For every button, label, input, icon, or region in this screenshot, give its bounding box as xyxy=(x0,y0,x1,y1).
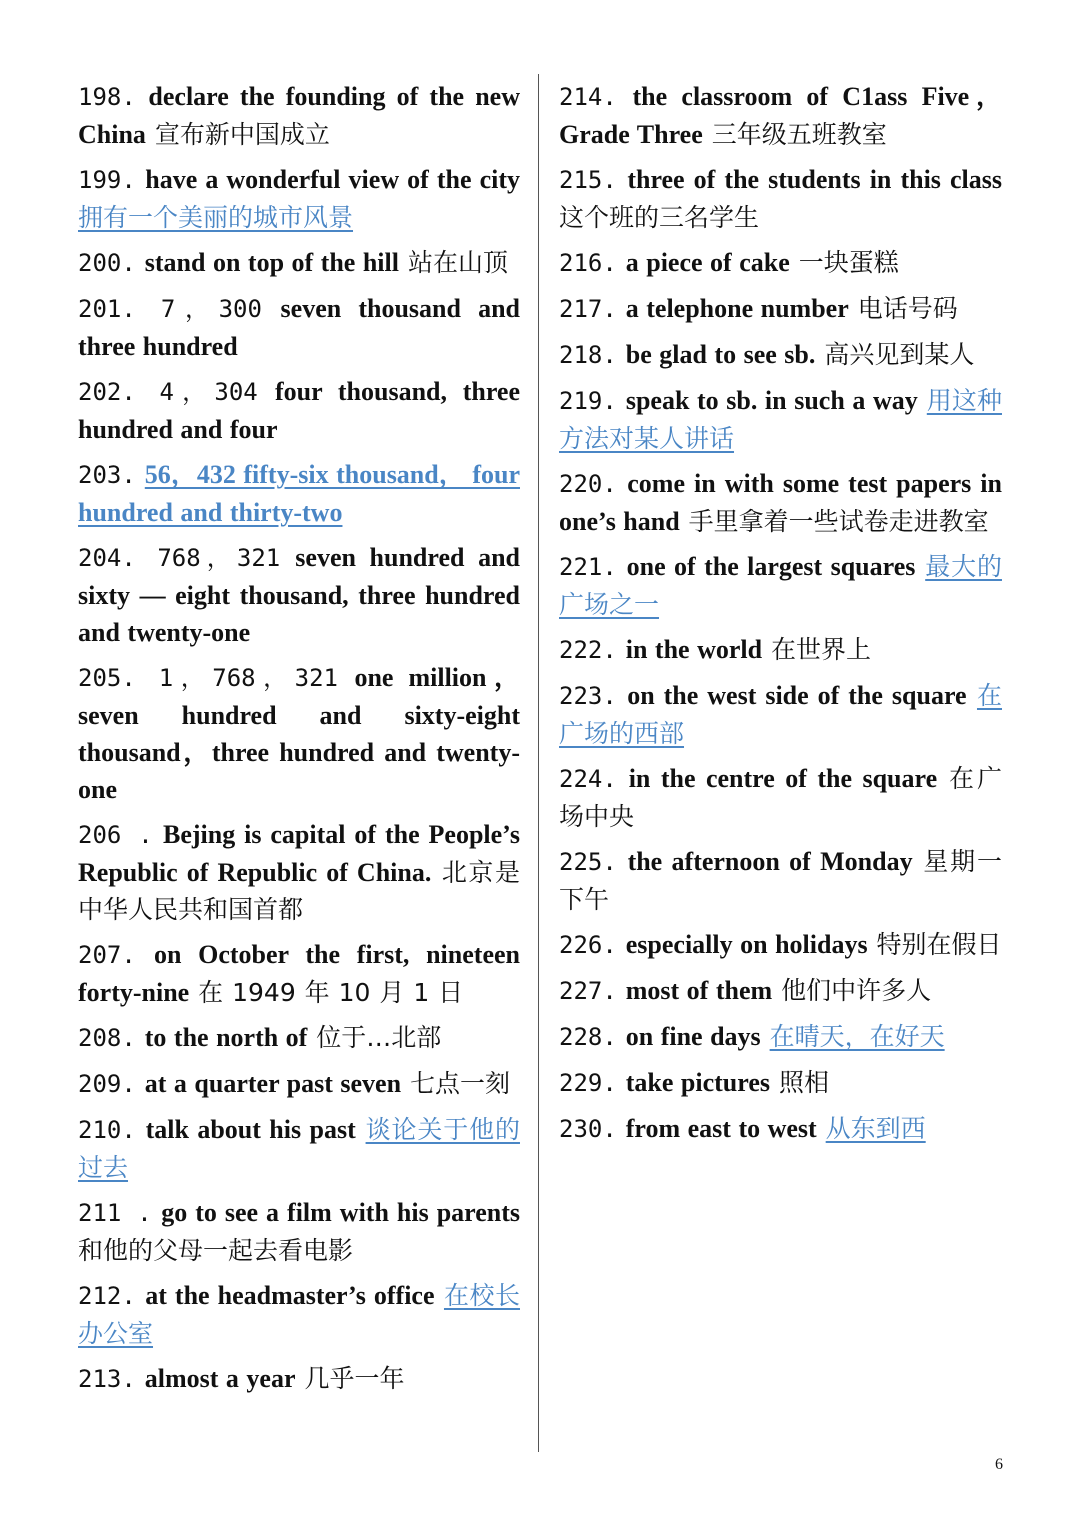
english-phrase: have a wonderful view of the city xyxy=(145,165,520,194)
english-phrase: at a quarter past seven xyxy=(144,1069,402,1098)
entry-number: 219. xyxy=(559,387,617,415)
phrase-entry xyxy=(559,244,1002,282)
english-phrase: the classroom of C1ass Five，Grade Three xyxy=(559,82,1002,149)
english-phrase: at the headmaster’s office xyxy=(145,1281,435,1310)
english-phrase: a telephone number xyxy=(625,294,849,323)
entry-number: 214. xyxy=(559,83,617,111)
phrase-entry xyxy=(78,1194,520,1269)
entry-number: 221. xyxy=(559,553,617,581)
phrase-entry xyxy=(78,539,520,651)
english-phrase: three of the students in this class xyxy=(627,165,1002,194)
english-phrase: four thousand, three hundred and four xyxy=(78,377,521,444)
english-phrase: in the centre of the square xyxy=(628,764,938,793)
english-phrase: on fine days xyxy=(625,1022,761,1051)
entry-number: 213. xyxy=(78,1365,136,1393)
phrase-entry xyxy=(78,456,520,531)
english-phrase: speak to sb. in such a way xyxy=(625,386,918,415)
chinese-translation: 三年级五班教室 xyxy=(711,120,887,149)
chinese-translation: 特别在假日 xyxy=(876,930,1002,959)
chinese-translation: 照相 xyxy=(778,1068,829,1097)
phrase-entry xyxy=(78,1111,520,1186)
english-phrase: one of the largest squares xyxy=(626,552,916,581)
entry-number: 202. 4，304 xyxy=(78,378,258,406)
entry-number: 208. xyxy=(78,1024,136,1052)
english-phrase: to the north of xyxy=(144,1023,308,1052)
phrase-entry xyxy=(78,1019,520,1057)
entry-number: 229. xyxy=(559,1069,617,1097)
chinese-translation-link[interactable]: 在晴天，在好天 xyxy=(769,1022,945,1051)
chinese-translation-link[interactable]: 拥有一个美丽的城市风景 xyxy=(78,203,354,232)
chinese-translation: 站在山顶 xyxy=(407,248,508,277)
chinese-translation-link[interactable]: 在校长办公室 xyxy=(78,1281,520,1348)
entry-number: 212. xyxy=(78,1282,136,1310)
chinese-translation: 他们中许多人 xyxy=(781,976,932,1005)
phrase-entry xyxy=(559,1018,1002,1056)
phrase-entry xyxy=(559,548,1002,623)
chinese-translation: 在世界上 xyxy=(771,635,872,664)
phrase-entry xyxy=(78,244,520,282)
chinese-translation: 手里拿着一些试卷走进教室 xyxy=(688,507,989,536)
phrase-entry xyxy=(559,677,1002,752)
phrase-entry xyxy=(559,926,1002,964)
entry-number: 204. 768，321 xyxy=(78,544,281,572)
entry-number: 224. xyxy=(559,765,617,793)
column-divider xyxy=(538,74,539,1452)
chinese-translation-link[interactable]: 在广场的西部 xyxy=(559,681,1002,748)
phrase-entry xyxy=(78,290,520,365)
chinese-translation: 电话号码 xyxy=(857,294,958,323)
english-phrase: seven hundred and sixty — eight thousand, three hundred and twenty-one xyxy=(78,543,520,647)
english-phrase: on October the first, nineteen forty-nine xyxy=(78,940,520,1007)
entry-number: 220. xyxy=(559,470,617,498)
phrase-entry xyxy=(559,1110,1002,1148)
phrase-entry xyxy=(78,1277,520,1352)
chinese-translation: 在 1949 年 10 月 1 日 xyxy=(198,978,464,1007)
english-phrase: on the west side of the square xyxy=(627,681,967,710)
english-phrase: go to see a film with his parents xyxy=(161,1198,521,1227)
entry-number: 222. xyxy=(559,636,617,664)
entry-number: 206 . xyxy=(78,821,153,849)
chinese-translation: 七点一刻 xyxy=(409,1069,510,1098)
chinese-translation: 宣布新中国成立 xyxy=(154,120,330,149)
phrase-entry xyxy=(559,290,1002,328)
phrase-entry xyxy=(78,659,520,808)
english-phrase: Bejing is capital of the People’s Republic of Republic of China. xyxy=(78,820,520,887)
phrase-entry xyxy=(559,631,1002,669)
right-column xyxy=(559,78,1002,1156)
english-phrase: take pictures xyxy=(625,1068,770,1097)
entry-number: 225. xyxy=(559,848,617,876)
phrase-entry xyxy=(559,161,1002,236)
entry-number: 210. xyxy=(78,1116,136,1144)
left-column xyxy=(78,78,520,1406)
english-phrase: a piece of cake xyxy=(625,248,790,277)
entry-number: 209. xyxy=(78,1070,136,1098)
english-phrase: the afternoon of Monday xyxy=(627,847,913,876)
entry-number: 226. xyxy=(559,931,617,959)
phrase-entry xyxy=(559,336,1002,374)
phrase-entry xyxy=(78,1360,520,1398)
chinese-translation: 这个班的三名学生 xyxy=(559,203,760,232)
english-phrase-link[interactable]: 56，432 fifty-six thousand， four hundred and thirty-two xyxy=(78,460,520,527)
entry-number: 200. xyxy=(78,249,136,277)
chinese-translation-link[interactable]: 最大的广场之一 xyxy=(559,552,1002,619)
entry-number: 199. xyxy=(78,166,136,194)
entry-number: 203. xyxy=(78,461,136,489)
phrase-entry xyxy=(78,373,520,448)
english-phrase: especially on holidays xyxy=(625,930,868,959)
phrase-entry xyxy=(559,760,1002,835)
phrase-entry xyxy=(559,972,1002,1010)
chinese-translation: 北京是中华人民共和国首都 xyxy=(78,858,520,924)
entry-number: 228. xyxy=(559,1023,617,1051)
entry-number: 205. 1，768，321 xyxy=(78,664,338,692)
english-phrase: declare the founding of the new China xyxy=(78,82,520,149)
entry-number: 217. xyxy=(559,295,617,323)
phrase-entry xyxy=(559,78,1002,153)
entry-number: 218. xyxy=(559,341,617,369)
phrase-entry xyxy=(559,465,1002,540)
chinese-translation-link[interactable]: 用这种方法对某人讲话 xyxy=(559,386,1002,453)
entry-number: 223. xyxy=(559,682,617,710)
entry-number: 207. xyxy=(78,941,136,969)
english-phrase: be glad to see sb. xyxy=(625,340,816,369)
chinese-translation: 星期一下午 xyxy=(559,847,1002,914)
chinese-translation: 位于…北部 xyxy=(316,1023,442,1052)
phrase-entry xyxy=(559,1064,1002,1102)
chinese-translation: 一块蛋糕 xyxy=(798,248,899,277)
english-phrase: in the world xyxy=(625,635,763,664)
phrase-entry xyxy=(78,78,520,153)
english-phrase: almost a year xyxy=(144,1364,296,1393)
phrase-entry xyxy=(78,1065,520,1103)
phrase-entry xyxy=(559,843,1002,918)
entry-number: 211 . xyxy=(78,1199,152,1227)
chinese-translation-link[interactable]: 从东到西 xyxy=(825,1114,926,1143)
page-number: 6 xyxy=(995,1456,1003,1473)
phrase-entry xyxy=(78,816,520,928)
entry-number: 198. xyxy=(78,83,136,111)
english-phrase: from east to west xyxy=(625,1114,817,1143)
english-phrase: stand on top of the hill xyxy=(144,248,399,277)
chinese-translation: 和他的父母一起去看电影 xyxy=(78,1236,354,1265)
english-phrase: one million，seven hundred and sixty-eight thousand，three hundred and twenty-one xyxy=(78,663,521,804)
entry-number: 230. xyxy=(559,1115,617,1143)
entry-number: 216. xyxy=(559,249,617,277)
phrase-entry xyxy=(78,936,520,1011)
chinese-translation: 在广场中央 xyxy=(559,764,1002,831)
english-phrase: talk about his past xyxy=(145,1115,356,1144)
english-phrase: seven thousand and three hundred xyxy=(78,294,521,361)
entry-number: 227. xyxy=(559,977,617,1005)
chinese-translation: 几乎一年 xyxy=(304,1364,405,1393)
english-phrase: come in with some test papers in one’s hand xyxy=(559,469,1002,536)
phrase-entry xyxy=(559,382,1002,457)
english-phrase: most of them xyxy=(625,976,773,1005)
entry-number: 215. xyxy=(559,166,617,194)
entry-number: 201. 7，300 xyxy=(78,295,262,323)
chinese-translation-link[interactable]: 谈论关于他的过去 xyxy=(78,1115,520,1182)
chinese-translation: 高兴见到某人 xyxy=(824,340,975,369)
phrase-entry xyxy=(78,161,520,236)
